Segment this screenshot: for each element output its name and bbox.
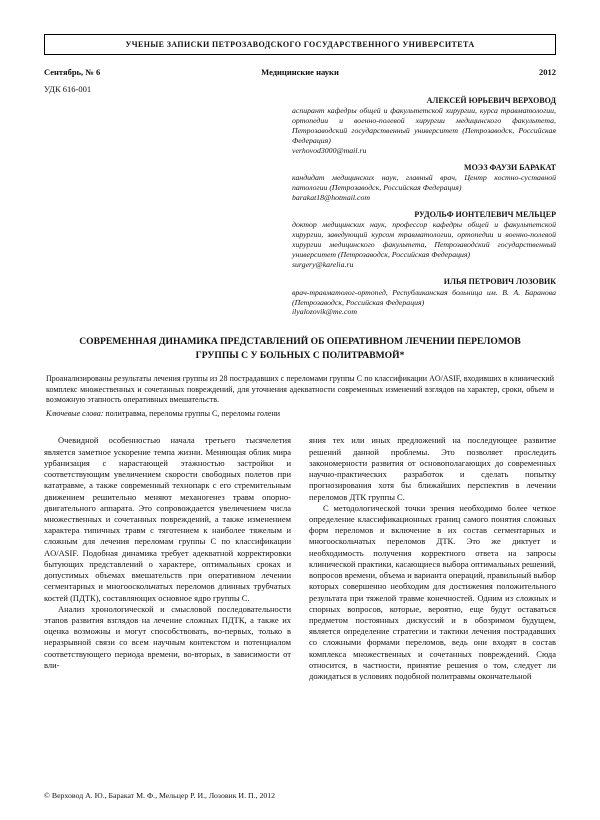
body-paragraph: Очевидной особенностью начала третьего тысячелетия является заметное ускорение темпа жизни. Меняющая облик мира урбанизация с нарастающей этажностью застройки и соответствующим увеличением скорости свободных полетов при кататравме, а также современный технопарк с его стремительным движением решительно меняют механогенез травм опорно-двигательного аппарата. Это сопровождается увеличением числа множественных и сочетанных повреждений, а также изменением характера типичных травм с тяготением к наиболее тяжелым и сложным для лечения переломам группы С по классификации AO/ASIF. Подобная динамика требует адекватной корректировки бытующих представлений о характере, оптимальных сроках и допустимых объемах вмешательств при оперативном лечении сегментарных и многооскольчатых переломов длинных трубчатых костей (ПДТК), составляющих основное ядро группы С. (44, 435, 291, 603)
author-affiliation: доктор медицинских наук, профессор кафедры общей и факультетской хирургии, заведующий курсом травматологии, ортопедии и военно-полевой хирургии медицинского факультета, Петрозаводский государственный университет (Петрозаводск, Российская Федерация) (292, 220, 556, 260)
journal-title: УЧЕНЫЕ ЗАПИСКИ ПЕТРОЗАВОДСКОГО ГОСУДАРСТВЕННОГО УНИВЕРСИТЕТА (125, 40, 475, 49)
body-paragraph: яния тех или иных предложений на последующее развитие решений данной проблемы. Это позволяет проследить закономерности развития от основополагающих до современных научно-практических разработок и сделать попытку прогнозирования хотя бы ближайших перспектив в лечении переломов ДТК группы С. (309, 435, 556, 502)
body-paragraph: Анализ хронологической и смысловой последовательности этапов развития взглядов на лечение сложных ПДТК, а также их оценка возможны и могут способствовать, во-первых, только в неразрывной связи со всем научным контекстом и потенциалом соответствующего периода времени, во-вторых, в зависимости от вли- (44, 603, 291, 670)
journal-header (44, 34, 556, 55)
author-email: surgery@karelia.ru (292, 260, 354, 270)
abstract-text: Проанализированы результаты лечения группы из 28 пострадавших с переломами группы С по классификации AO/ASIF, входивших в клинический комплекс множественных и сочетанных повреждений, для уточнения адекватности современных изменений взглядов на характер, сроки, объем и возможную этапность оперативных вмешательств. (46, 374, 554, 405)
author-entry (292, 163, 556, 203)
author-name: МОЭЗ ФАУЗИ БАРАКАТ (464, 163, 556, 173)
issue-label: Сентябрь, № 6 (44, 67, 101, 77)
issue-row (44, 67, 556, 77)
author-name: АЛЕКСЕЙ ЮРЬЕВИЧ ВЕРХОВОД (426, 96, 556, 105)
authors-block (292, 96, 556, 317)
keywords-label: Ключевые слова: (46, 408, 104, 418)
author-affiliation: врач-травматолог-ортопед, Республиканская больница им. В. А. Баранова (Петрозаводск, Российская Федерация) (292, 287, 556, 307)
keywords-line (46, 409, 554, 420)
author-email: barakat18@hotmail.com (292, 193, 370, 203)
section-label: Медицинские науки (261, 67, 339, 77)
right-column (309, 435, 556, 682)
author-email: ilyalozovik@me.com (292, 307, 357, 317)
copyright-line: © Верховод А. Ю., Баракат М. Ф., Мельцер Р. И., Лозовик И. П., 2012 (44, 791, 276, 800)
author-name: ИЛЬЯ ПЕТРОВИЧ ЛОЗОВИК (443, 277, 556, 287)
left-column (44, 435, 291, 682)
author-affiliation: аспирант кафедры общей и факультетской хирургии, курса травматологии, ортопедии и военно-полевой хирургии медицинского факультета, Петрозаводский государственный университет (Петрозаводск, Российская Федерация) (292, 106, 556, 146)
author-affiliation: кандидат медицинских наук, главный врач, Центр костно-суставной патологии (Петрозаводск, Российская Федерация) (292, 173, 556, 193)
author-entry (292, 277, 556, 317)
article-title: СОВРЕМЕННАЯ ДИНАМИКА ПРЕДСТАВЛЕНИЙ ОБ ОПЕРАТИВНОМ ЛЕЧЕНИИ ПЕРЕЛОМОВ ГРУППЫ С У БОЛЬНЫХ С ПОЛИТРАВМОЙ* (79, 336, 521, 361)
udc-code: УДК 616-001 (44, 84, 92, 94)
body-columns (44, 435, 556, 682)
author-entry (292, 210, 556, 270)
author-entry (292, 96, 556, 156)
body-paragraph: С методологической точки зрения необходимо более четкое определение классификационных границ самого понятия сложных форм переломов и включение в их состав сегментарных и многооскольчатых переломов ДТК. Это же диктует и необходимость получения корректного ответа на запросы клинической практики, касающиеся выбора оптимальных решений, вопросов времени, объема и варианта операций, правильный выбор которых совершенно необходим для достижения положительного результата при тяжелой травме конечностей. Одним из сложных и спорных вопросов, которые, вероятно, еще будут оставаться предметом постоянных дискуссий и в обозримом будущем, является определение стратегии и тактики лечения пострадавших со сложными формами переломов, ведь они входят в состав комплекса множественных и сочетанных повреждений. Сюда относится, в частности, принятие решения о том, следует ли дожидаться в условиях подобной политравмы окончательной (309, 502, 556, 682)
year-label: 2012 (539, 67, 557, 77)
keywords-text: политравма, переломы группы С, переломы голени (103, 408, 281, 418)
author-email: verhovod3000@mail.ru (292, 146, 367, 156)
author-name: РУДОЛЬФ ИОНТЕЛЕВИЧ МЕЛЬЦЕР (414, 210, 556, 220)
